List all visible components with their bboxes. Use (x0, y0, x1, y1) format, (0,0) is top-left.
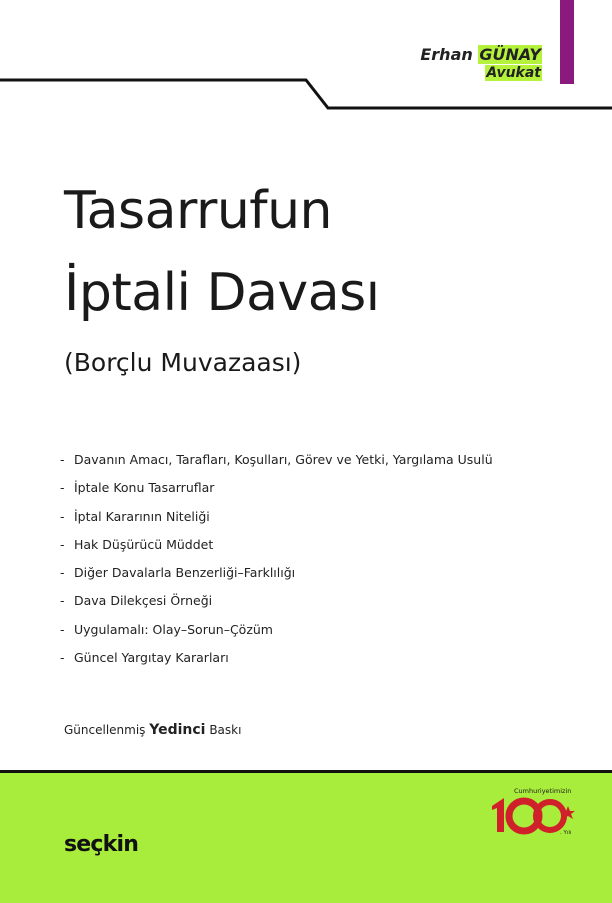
title-line-2: İptali Davası (64, 263, 380, 323)
topic-list (60, 446, 493, 672)
list-item: - İptale Konu Tasarruflar (60, 480, 215, 496)
anniversary-suffix: . Yılı (560, 830, 572, 836)
book-title (64, 170, 380, 334)
publisher-logo: seçkin (64, 832, 139, 857)
edition-note: Güncellenmiş Yedinci Baskı (64, 722, 242, 738)
author-title: Avukat (486, 65, 541, 81)
author-block (420, 46, 542, 82)
edition-ordinal: Yedinci (149, 722, 206, 738)
title-line-1: Tasarrufun (64, 181, 332, 241)
accent-bar (560, 0, 574, 84)
author-last-name: GÜNAY (479, 45, 541, 64)
list-item: - Güncel Yargıtay Kararları (60, 650, 229, 666)
list-item: - İptal Kararının Niteliği (60, 508, 210, 524)
book-subtitle: (Borçlu Muvazaası) (64, 348, 302, 377)
list-item: - Dava Dilekçesi Örneği (60, 593, 213, 609)
list-item: - Hak Düşürücü Müddet (60, 536, 214, 552)
list-item: - Davanın Amacı, Tarafları, Koşulları, Görev ve Yetki, Yargılama Usulü (60, 452, 493, 467)
republic-100-year-logo (488, 784, 580, 844)
author-name (420, 46, 542, 64)
list-item: - Uygulamalı: Olay–Sorun–Çözüm (60, 621, 273, 637)
list-item: - Diğer Davalarla Benzerliği–Farklılığı (60, 565, 296, 581)
anniversary-label: Cumhuriyetimizin (514, 787, 572, 795)
author-first-name: Erhan (420, 45, 473, 64)
